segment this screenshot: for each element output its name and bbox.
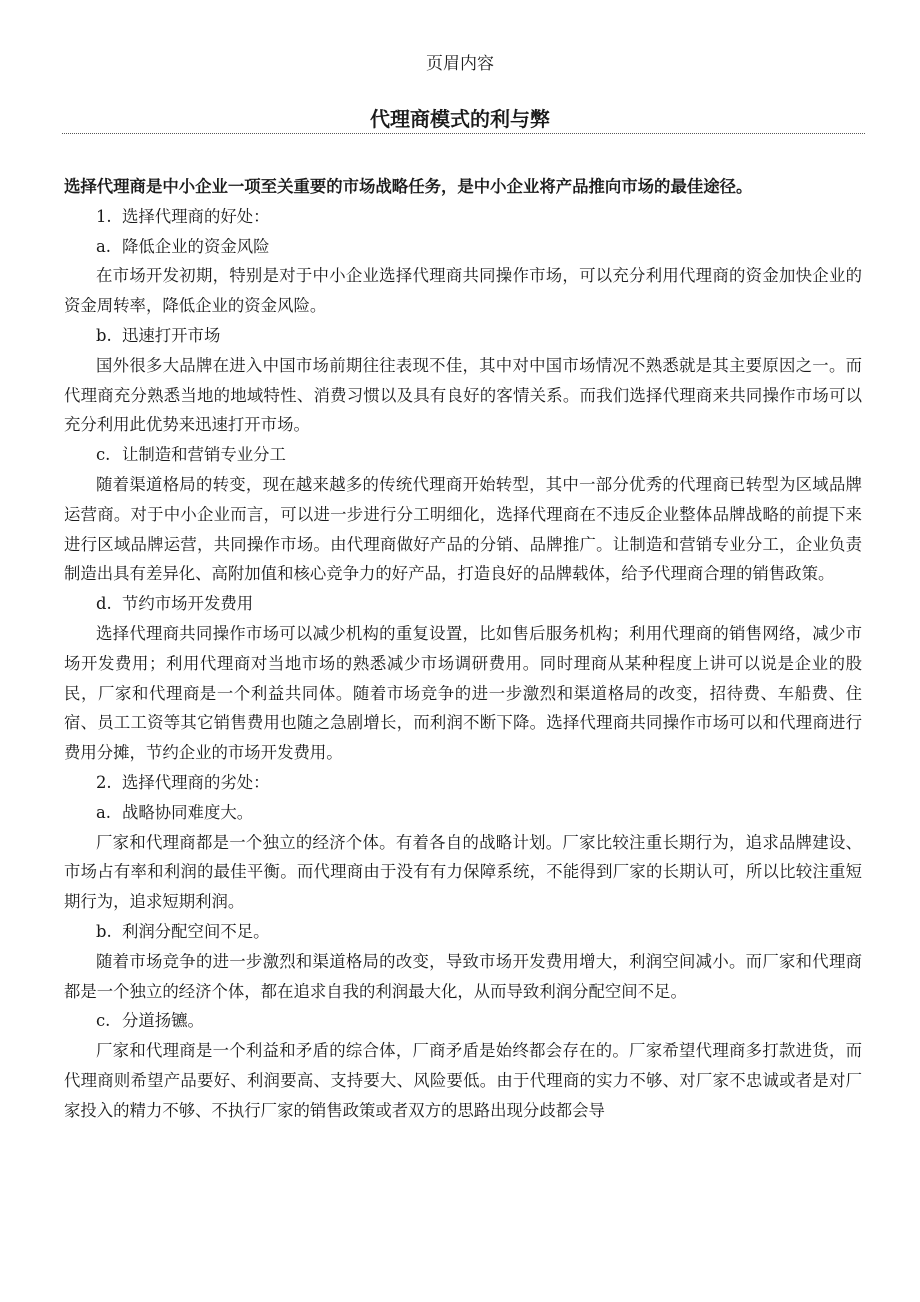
paragraph: 国外很多大品牌在进入中国市场前期往往表现不佳，其中对中国市场情况不熟悉就是其主要原因之一。而代理商充分熟悉当地的地域特性、消费习惯以及具有良好的客情关系。而我们选择代理商来共同操作市场可以充分利用此优势来迅速打开市场。 <box>64 355 862 435</box>
subsection-heading-text: 降低企业的资金风险 <box>122 236 270 256</box>
paragraph: 在市场开发初期，特别是对于中小企业选择代理商共同操作市场，可以充分利用代理商的资金加快企业的资金周转率，降低企业的资金风险。 <box>64 266 862 316</box>
page-header: 页眉内容 <box>426 54 494 74</box>
subsection-label: a. <box>96 802 111 822</box>
paragraph: 随着渠道格局的转变，现在越来越多的传统代理商开始转型，其中一部分优秀的代理商已转型为区域品牌运营商。对于中小企业而言，可以进一步进行分工明细化，选择代理商在不违反企业整体品牌战略的前提下来进行区域品牌运营，共同操作市场。由代理商做好产品的分销、品牌推广。让制造和营销专业分工，企业负责制造出具有差异化、高附加值和核心竞争力的好产品，打造良好的品牌载体，给予代理商合理的销售政策。 <box>64 474 862 584</box>
paragraph: 厂家和代理商是一个利益和矛盾的综合体，厂商矛盾是始终都会存在的。厂家希望代理商多打款进货，而代理商则希望产品要好、利润要高、支持要大、风险要低。由于代理商的实力不够、对厂家不忠诚或者是对厂家投入的精力不够、不执行厂家的销售政策或者双方的思路出现分歧都会导 <box>64 1041 862 1120</box>
subsection-heading <box>64 1006 862 1036</box>
subsection-heading-text: 利润分配空间不足。 <box>122 921 270 941</box>
subsection-label: b. <box>96 325 112 345</box>
section-heading <box>64 202 862 232</box>
document-body <box>64 172 862 1126</box>
section-number: 2. <box>96 772 112 792</box>
subsection-heading-text: 战略协同难度大。 <box>122 802 254 822</box>
subsection-label: c. <box>96 1011 111 1031</box>
subsection-heading <box>64 321 862 351</box>
subsection-heading-text: 节约市场开发费用 <box>122 594 254 614</box>
paragraph: 随着市场竞争的进一步激烈和渠道格局的改变，导致市场开发费用增大，利润空间减小。而厂家和代理商都是一个独立的经济个体，都在追求自我的利润最大化，从而导致利润分配空间不足。 <box>64 951 862 1001</box>
section-heading-text: 选择代理商的劣处： <box>122 772 270 792</box>
section-heading-text: 选择代理商的好处： <box>122 206 270 226</box>
subsection-heading-text: 分道扬镳。 <box>122 1011 204 1031</box>
subsection-heading-text: 迅速打开市场 <box>122 325 221 345</box>
subsection-label: a. <box>96 236 111 256</box>
lead-sentence: 选择代理商是中小企业一项至关重要的市场战略任务，是中小企业将产品推向市场的最佳途径。 <box>64 177 753 196</box>
subsection-heading <box>64 917 862 947</box>
paragraph: 选择代理商共同操作市场可以减少机构的重复设置，比如售后服务机构；利用代理商的销售网络，减少市场开发费用；利用代理商对当地市场的熟悉减少市场调研费用。同时理商从某种程度上讲可以说是企业的股民，厂家和代理商是一个利益共同体。随着市场竞争的进一步激烈和渠道格局的改变，招待费、车船费、住宿、员工工资等其它销售费用也随之急剧增长，而利润不断下降。选择代理商共同操作市场可以和代理商进行费用分摊，节约企业的市场开发费用。 <box>64 623 862 763</box>
subsection-heading <box>64 589 862 619</box>
section-number: 1. <box>96 206 112 226</box>
subsection-heading <box>64 798 862 828</box>
subsection-label: d. <box>96 594 112 614</box>
title-divider <box>62 133 865 134</box>
subsection-heading <box>64 440 862 470</box>
paragraph: 厂家和代理商都是一个独立的经济个体。有着各自的战略计划。厂家比较注重长期行为，追求品牌建设、市场占有率和利润的最佳平衡。而代理商由于没有有力保障系统，不能得到厂家的长期认可，所以比较注重短期行为，追求短期利润。 <box>64 832 862 912</box>
section-heading <box>64 768 862 798</box>
subsection-heading <box>64 232 862 262</box>
document-title: 代理商模式的利与弊 <box>370 107 550 131</box>
subsection-label: b. <box>96 921 112 941</box>
subsection-heading-text: 让制造和营销专业分工 <box>122 445 286 465</box>
subsection-label: c. <box>96 445 111 465</box>
